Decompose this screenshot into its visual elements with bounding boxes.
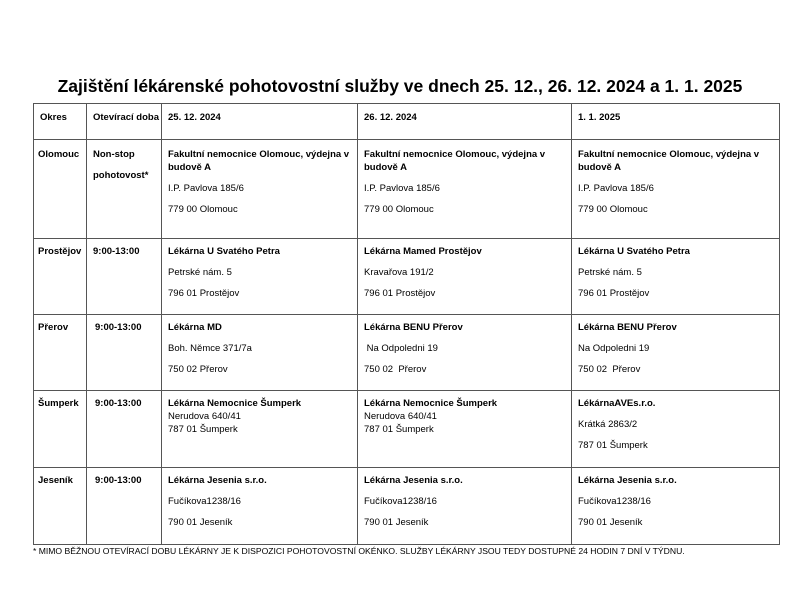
- table-header-row: [34, 104, 780, 140]
- pharmacy-street: Petrské nám. 5: [578, 267, 642, 278]
- doba-cell: [87, 468, 162, 545]
- pharmacy-name: Lékárna Jesenia s.r.o.: [168, 475, 267, 486]
- okres-name: Šumperk: [38, 398, 79, 409]
- pharmacy-city: 750 02 Přerov: [364, 364, 427, 375]
- okres-cell: [34, 239, 87, 315]
- pharmacy-street: I.P. Pavlova 185/6: [578, 183, 654, 194]
- header-date-3: 1. 1. 2025: [572, 104, 780, 140]
- pharmacy-cell: [572, 140, 780, 239]
- footnote: * MIMO BĚŽNOU OTEVÍRACÍ DOBU LÉKÁRNY JE K DISPOZICI POHOTOVOSTNÍ OKÉNKO. SLUŽBY LÉKÁRNY JSOU TEDY DOSTUPNÉ 24 HODIN 7 DNÍ V TÝDNU.: [33, 546, 685, 556]
- pharmacy-street: Na Odpoledni 19: [364, 343, 438, 354]
- okres-name: Olomouc: [38, 149, 80, 160]
- pharmacy-city: 787 01 Šumperk: [578, 440, 648, 451]
- pharmacy-cell: [572, 391, 780, 468]
- doba-cell: [87, 140, 162, 239]
- doba-cell: [87, 315, 162, 391]
- pharmacy-name: Lékárna BENU Přerov: [364, 322, 463, 333]
- pharmacy-city: 790 01 Jeseník: [578, 517, 643, 528]
- pharmacy-city: 750 02 Přerov: [578, 364, 641, 375]
- pharmacy-street: Nerudova 640/41: [364, 411, 437, 422]
- okres-name: Jeseník: [38, 475, 73, 486]
- pharmacy-street: Petrské nám. 5: [168, 267, 232, 278]
- pharmacy-city: 796 01 Prostějov: [578, 288, 650, 299]
- doba-cell: [87, 391, 162, 468]
- opening-hours: 9:00-13:00: [93, 246, 140, 257]
- header-date-1: 25. 12. 2024: [162, 104, 358, 140]
- opening-hours: 9:00-13:00: [95, 475, 142, 486]
- header-oteviraci-doba: Otevírací doba: [87, 104, 162, 140]
- pharmacy-name: Fakultní nemocnice Olomouc, výdejna v budově A: [364, 149, 546, 173]
- pharmacy-cell: [358, 468, 572, 545]
- pharmacy-cell: [162, 391, 358, 468]
- pharmacy-name: Lékárna Jesenia s.r.o.: [364, 475, 463, 486]
- pharmacy-street: Fučíkova1238/16: [168, 496, 241, 507]
- pharmacy-street: I.P. Pavlova 185/6: [364, 183, 440, 194]
- pharmacy-cell: [572, 315, 780, 391]
- pharmacy-name: Lékárna U Svatého Petra: [578, 246, 690, 257]
- table-row: [34, 391, 780, 468]
- pharmacy-street: Boh. Němce 371/7a: [168, 343, 252, 354]
- pharmacy-cell: [358, 239, 572, 315]
- header-okres: Okres: [34, 104, 87, 140]
- pharmacy-city: 779 00 Olomouc: [168, 204, 238, 215]
- okres-name: Přerov: [38, 322, 69, 333]
- pharmacy-city: 787 01 Šumperk: [364, 424, 434, 435]
- okres-cell: [34, 391, 87, 468]
- pharmacy-street: I.P. Pavlova 185/6: [168, 183, 244, 194]
- opening-hours-note: pohotovost*: [93, 170, 149, 181]
- document-title: Zajištění lékárenské pohotovostní služby ve dnech 25. 12., 26. 12. 2024 a 1. 1. 2025: [57, 76, 743, 96]
- pharmacy-city: 779 00 Olomouc: [364, 204, 434, 215]
- doba-cell: [87, 239, 162, 315]
- table-row: [34, 140, 780, 239]
- pharmacy-name: Lékárna Mamed Prostějov: [364, 246, 482, 257]
- pharmacy-cell: [358, 140, 572, 239]
- pharmacy-city: 790 01 Jeseník: [364, 517, 429, 528]
- pharmacy-street: Nerudova 640/41: [168, 411, 241, 422]
- pharmacy-cell: [162, 140, 358, 239]
- opening-hours: 9:00-13:00: [95, 322, 142, 333]
- pharmacy-name: Lékárna U Svatého Petra: [168, 246, 280, 257]
- pharmacy-name: Lékárna MD: [168, 322, 222, 333]
- header-date-2: 26. 12. 2024: [358, 104, 572, 140]
- table-row: [34, 239, 780, 315]
- pharmacy-name: Lékárna Jesenia s.r.o.: [578, 475, 677, 486]
- okres-cell: [34, 140, 87, 239]
- pharmacy-city: 796 01 Prostějov: [364, 288, 436, 299]
- pharmacy-street: Fučíkova1238/16: [578, 496, 651, 507]
- pharmacy-name: Lékárna Nemocnice Šumperk: [168, 398, 302, 409]
- okres-cell: [34, 468, 87, 545]
- okres-cell: [34, 315, 87, 391]
- pharmacy-cell: [358, 315, 572, 391]
- pharmacy-schedule-table: [33, 103, 780, 545]
- pharmacy-cell: [162, 468, 358, 545]
- opening-hours: Non-stop: [93, 149, 135, 160]
- pharmacy-city: 750 02 Přerov: [168, 364, 228, 375]
- pharmacy-cell: [162, 315, 358, 391]
- pharmacy-name: Lékárna BENU Přerov: [578, 322, 677, 333]
- pharmacy-street: Fučíkova1238/16: [364, 496, 437, 507]
- pharmacy-city: 779 00 Olomouc: [578, 204, 648, 215]
- pharmacy-street: Na Odpoledni 19: [578, 343, 650, 354]
- table-row: [34, 315, 780, 391]
- pharmacy-street: Krátká 2863/2: [578, 419, 638, 430]
- okres-name: Prostějov: [38, 246, 82, 257]
- pharmacy-name: Fakultní nemocnice Olomouc, výdejna v budově A: [168, 149, 350, 173]
- pharmacy-name: LékárnaAVEs.r.o.: [578, 398, 656, 409]
- pharmacy-cell: [572, 468, 780, 545]
- opening-hours: 9:00-13:00: [95, 398, 142, 409]
- pharmacy-name: Lékárna Nemocnice Šumperk: [364, 398, 498, 409]
- pharmacy-city: 787 01 Šumperk: [168, 424, 238, 435]
- pharmacy-cell: [358, 391, 572, 468]
- table-row: [34, 468, 780, 545]
- pharmacy-cell: [162, 239, 358, 315]
- pharmacy-city: 796 01 Prostějov: [168, 288, 240, 299]
- pharmacy-name: Fakultní nemocnice Olomouc, výdejna v budově A: [578, 149, 760, 173]
- pharmacy-cell: [572, 239, 780, 315]
- pharmacy-street: Kravařova 191/2: [364, 267, 434, 278]
- pharmacy-city: 790 01 Jeseník: [168, 517, 233, 528]
